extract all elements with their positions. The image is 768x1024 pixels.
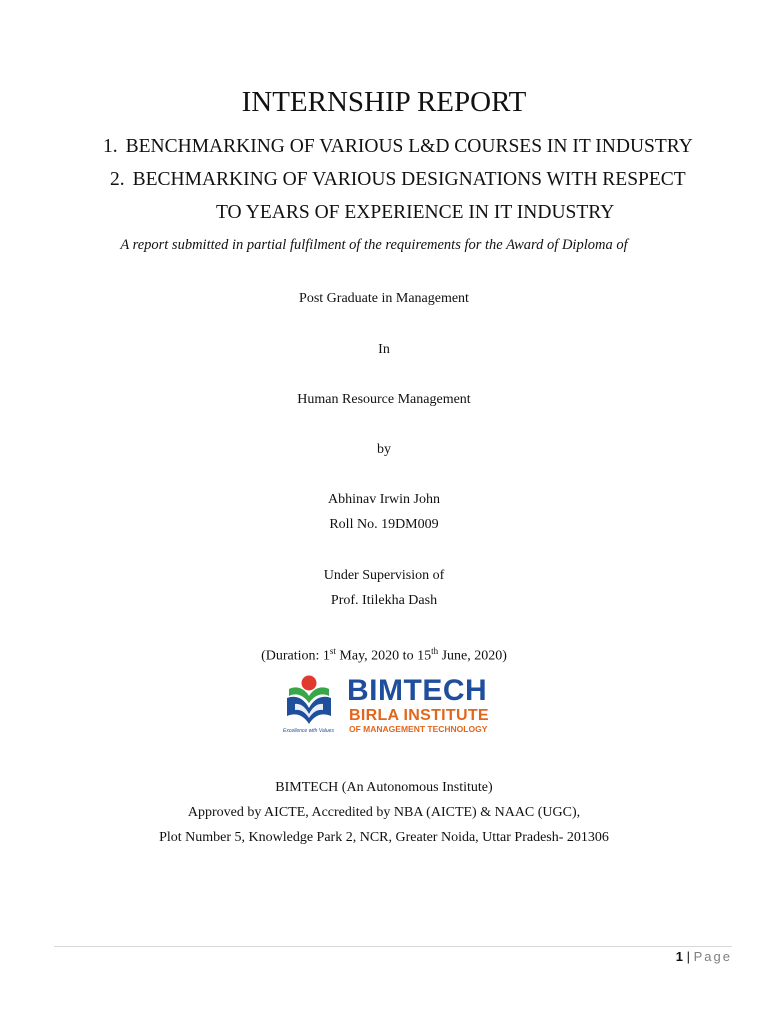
topic-1-number: 1. bbox=[103, 136, 118, 157]
topic-2 bbox=[110, 167, 686, 193]
topic-2-continuation: TO YEARS OF EXPERIENCE IN IT INDUSTRY bbox=[216, 202, 615, 223]
duration-suffix: June, 2020) bbox=[438, 648, 507, 664]
institute-address: Plot Number 5, Knowledge Park 2, NCR, Greater Noida, Uttar Pradesh- 201306 bbox=[159, 830, 609, 845]
program-name: Post Graduate in Management bbox=[299, 291, 469, 306]
specialization: Human Resource Management bbox=[297, 392, 471, 407]
logo-tagline: Excellence with Values bbox=[283, 728, 334, 734]
topic-2-text: BECHMARKING OF VARIOUS DESIGNATIONS WITH RESPECT bbox=[132, 169, 686, 190]
logo-line-2: OF MANAGEMENT TECHNOLOGY bbox=[349, 724, 488, 734]
footer-divider bbox=[54, 946, 732, 947]
topic-2-number: 2. bbox=[110, 169, 125, 190]
page-label: Page bbox=[693, 949, 732, 964]
page-number: 1 bbox=[675, 949, 684, 964]
by-word: by bbox=[377, 442, 391, 457]
institute-name: BIMTECH (An Autonomous Institute) bbox=[275, 780, 493, 795]
supervision-label: Under Supervision of bbox=[323, 568, 445, 583]
footer-separator: | bbox=[683, 949, 694, 964]
duration bbox=[0, 641, 768, 667]
logo-brand: BIMTECH bbox=[347, 674, 488, 707]
duration-prefix: (Duration: 1 bbox=[261, 648, 330, 664]
bimtech-logo bbox=[283, 672, 503, 744]
author-name: Abhinav Irwin John bbox=[328, 492, 440, 507]
duration-sup-2: th bbox=[431, 646, 439, 656]
topic-1-text: BENCHMARKING OF VARIOUS L&D COURSES IN IT INDUSTRY bbox=[125, 136, 693, 157]
report-title: INTERNSHIP REPORT bbox=[241, 86, 527, 118]
topic-1 bbox=[103, 134, 693, 160]
logo-line-1: BIRLA INSTITUTE bbox=[349, 707, 489, 724]
institute-approval: Approved by AICTE, Accredited by NBA (AICTE) & NAAC (UGC), bbox=[187, 805, 581, 820]
duration-sup-1: st bbox=[329, 646, 336, 656]
in-word: In bbox=[378, 342, 390, 357]
page-footer bbox=[676, 948, 732, 966]
duration-middle: May, 2020 to 15 bbox=[335, 648, 432, 664]
supervisor-name: Prof. Itilekha Dash bbox=[330, 593, 438, 608]
report-subtitle: A report submitted in partial fulfilment of the requirements for the Award of Diploma of bbox=[120, 237, 628, 253]
bimtech-emblem-icon bbox=[283, 672, 339, 730]
author-roll: Roll No. 19DM009 bbox=[329, 517, 439, 532]
